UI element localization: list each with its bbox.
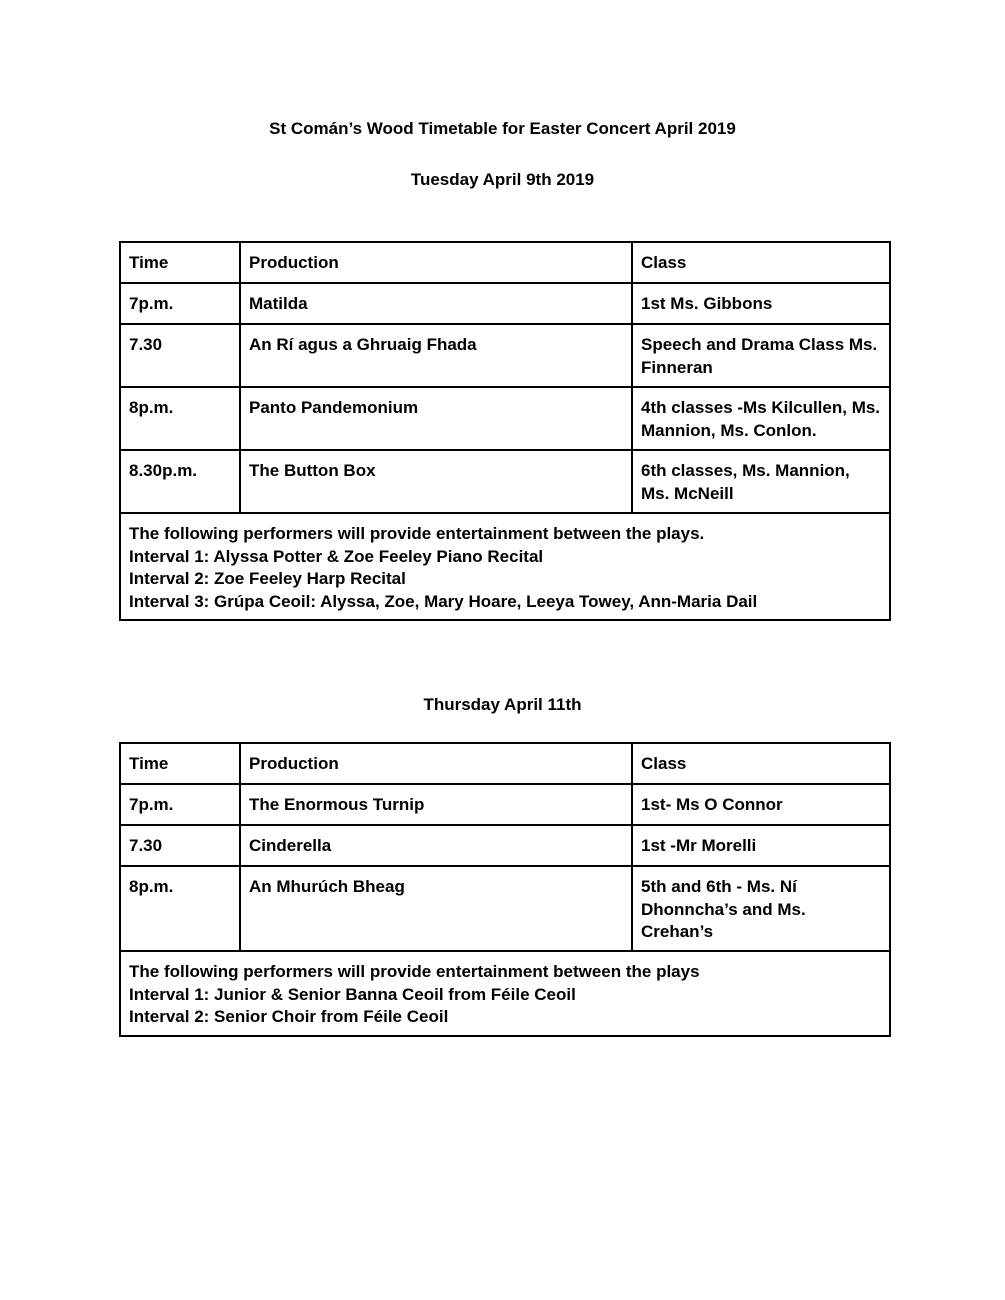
table-row (120, 866, 890, 951)
timetable-tuesday (119, 241, 891, 621)
table-row (120, 450, 890, 513)
cell-time: 8p.m. (120, 866, 240, 951)
interval-notes (120, 951, 890, 1036)
cell-production: Panto Pandemonium (240, 387, 632, 450)
cell-time: 7.30 (120, 825, 240, 866)
cell-production: An Rí agus a Ghruaig Fhada (240, 324, 632, 387)
cell-class: Speech and Drama Class Ms. Finneran (632, 324, 890, 387)
interval-note: Interval 3: Grúpa Ceoil: Alyssa, Zoe, Mary Hoare, Leeya Towey, Ann-Maria Dail (129, 591, 758, 611)
table-row (120, 283, 890, 324)
notes-intro: The following performers will provide entertainment between the plays. (129, 524, 705, 543)
interval-note: Interval 2: Zoe Feeley Harp Recital (129, 569, 406, 588)
schedule-day-heading: Thursday April 11th (423, 695, 582, 714)
table-row (120, 825, 890, 866)
column-header-class: Class (632, 242, 890, 283)
column-header-production: Production (240, 743, 632, 784)
cell-production: The Button Box (240, 450, 632, 513)
column-header-time: Time (120, 242, 240, 283)
cell-production: The Enormous Turnip (240, 784, 632, 825)
notes-intro: The following performers will provide entertainment between the plays (129, 962, 700, 981)
table-row (120, 324, 890, 387)
interval-notes (120, 513, 890, 620)
timetable-thursday (119, 742, 891, 1037)
cell-time: 7.30 (120, 324, 240, 387)
cell-time: 8.30p.m. (120, 450, 240, 513)
column-header-time: Time (120, 743, 240, 784)
cell-production: Cinderella (240, 825, 632, 866)
interval-note: Interval 1: Alyssa Potter & Zoe Feeley Piano Recital (129, 546, 544, 566)
table-row (120, 387, 890, 450)
cell-class: 4th classes -Ms Kilcullen, Ms. Mannion, Ms. Conlon. (632, 387, 890, 450)
table-header-row (120, 242, 890, 283)
cell-time: 7p.m. (120, 784, 240, 825)
column-header-class: Class (632, 743, 890, 784)
interval-note: Interval 2: Senior Choir from Féile Ceoil (129, 1007, 449, 1026)
cell-class: 5th and 6th - Ms. Ní Dhonncha’s and Ms. Crehan’s (632, 866, 890, 951)
column-header-production: Production (240, 242, 632, 283)
cell-time: 8p.m. (120, 387, 240, 450)
cell-class: 6th classes, Ms. Mannion, Ms. McNeill (632, 450, 890, 513)
cell-class: 1st Ms. Gibbons (632, 283, 890, 324)
schedule-day-heading: Tuesday April 9th 2019 (410, 170, 595, 189)
interval-notes-row (120, 513, 890, 620)
cell-production: Matilda (240, 283, 632, 324)
cell-class: 1st -Mr Morelli (632, 825, 890, 866)
table-header-row (120, 743, 890, 784)
cell-time: 7p.m. (120, 283, 240, 324)
cell-class: 1st- Ms O Connor (632, 784, 890, 825)
interval-notes-row (120, 951, 890, 1036)
table-row (120, 784, 890, 825)
cell-production: An Mhurúch Bheag (240, 866, 632, 951)
interval-note: Interval 1: Junior & Senior Banna Ceoil from Féile Ceoil (129, 984, 576, 1004)
document-title: St Comán’s Wood Timetable for Easter Concert April 2019 (269, 119, 736, 138)
